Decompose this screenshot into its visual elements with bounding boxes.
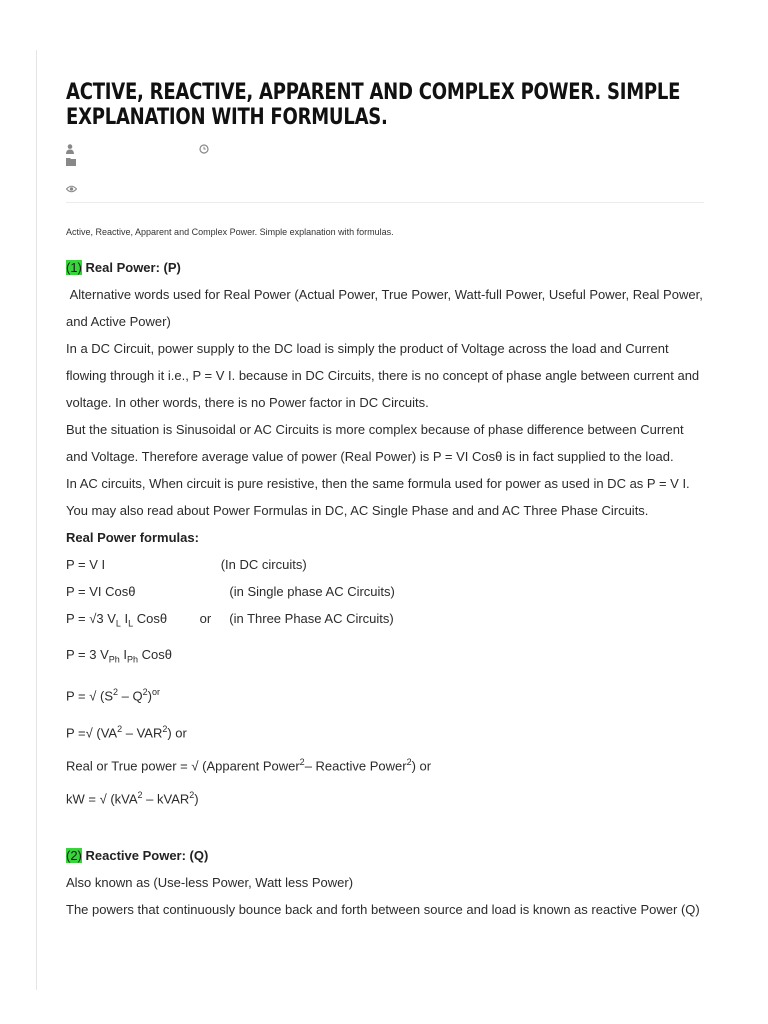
clock-icon xyxy=(199,144,209,157)
folder-icon xyxy=(66,157,76,169)
formula-part: – VAR xyxy=(122,724,163,740)
formula-superscript: 2 xyxy=(117,723,123,734)
formula-line xyxy=(66,638,706,677)
formula-part: – Q xyxy=(118,688,143,704)
formula-part: Real or True power = √ (Apparent Power xyxy=(66,758,300,774)
formula-superscript: 2 xyxy=(113,687,119,698)
formula-superscript: 2 xyxy=(137,790,143,801)
formula-line: P = VI Cosθ (in Single phase AC Circuits) xyxy=(66,584,395,599)
section-heading-reactive-power xyxy=(66,842,706,869)
eye-icon xyxy=(66,185,77,196)
formula-superscript: 2 xyxy=(162,723,168,734)
paragraph: You may also read about Power Formulas in DC, AC Single Phase and and AC Three Phase Circuits. xyxy=(66,503,649,518)
formula-line: P = V I (In DC circuits) xyxy=(66,557,307,572)
formulas-heading xyxy=(66,524,706,551)
paragraph: In a DC Circuit, power supply to the DC load is simply the product of Voltage across the load and Current flowing through it i.e., P = V I. because in DC Circuits, there is no concept of phase angle between current and voltage. In other words, there is no Power factor in DC Circuits. xyxy=(66,341,700,410)
formula-part: ) xyxy=(194,791,199,807)
formula-line xyxy=(66,749,706,779)
formula-part: Cosθ or (in Three Phase AC Circuits) xyxy=(133,611,394,626)
user-icon xyxy=(66,144,74,157)
section-spacer xyxy=(66,816,706,842)
formula-part: ) or xyxy=(411,758,432,774)
formula-line xyxy=(66,605,706,638)
section-badge: (1) xyxy=(66,260,82,275)
left-border xyxy=(36,50,37,990)
section-heading-real-power xyxy=(66,254,706,281)
formula-part: kW = √ (kVA xyxy=(66,791,138,807)
formula-subscript: Ph xyxy=(108,654,120,665)
formula-superscript: 2 xyxy=(142,687,148,698)
formula-superscript: or xyxy=(151,687,160,698)
formula-superscript: 2 xyxy=(189,790,195,801)
formula-part: ) or xyxy=(167,724,187,740)
formula-subscript: L xyxy=(115,618,121,629)
article-body xyxy=(66,254,706,923)
formula-part: P =√ (VA xyxy=(66,724,118,740)
formula-part: ) xyxy=(147,688,152,704)
formula-line xyxy=(66,676,706,712)
formula-part: – Reactive Power xyxy=(304,758,407,774)
formula-superscript: 2 xyxy=(299,756,305,767)
section-heading-text: Real Power: (P) xyxy=(85,260,181,275)
formula-subscript: Ph xyxy=(127,654,139,665)
formula-part: – kVAR xyxy=(142,791,190,807)
formula-part: P = √3 V xyxy=(66,611,116,626)
paragraph: In AC circuits, When circuit is pure resistive, then the same formula used for power as used in DC as P = V I. xyxy=(66,476,690,491)
section-badge: (2) xyxy=(66,847,82,863)
formula-line xyxy=(66,713,706,749)
intro-text: Active, Reactive, Apparent and Complex Power. Simple explanation with formulas. xyxy=(66,227,394,237)
formula-part: I xyxy=(120,611,129,626)
formula-part: Cosθ xyxy=(138,646,172,662)
section-heading-text: Reactive Power: (Q) xyxy=(85,847,209,863)
formula-superscript: 2 xyxy=(406,756,412,767)
formula-subscript: L xyxy=(128,618,134,629)
formulas-heading-text: Real Power formulas: xyxy=(66,530,199,545)
formula-line xyxy=(66,779,706,815)
formula-part: P = √ (S xyxy=(66,688,113,704)
paragraph: Alternative words used for Real Power (Actual Power, True Power, Watt-full Power, Useful Power, Real Power, and Active Power) xyxy=(66,287,707,329)
paragraph: Also known as (Use-less Power, Watt less Power) xyxy=(66,874,354,890)
paragraph: The powers that continuously bounce back and forth between source and load is known as reactive Power (Q) xyxy=(66,901,700,917)
formula-part: I xyxy=(119,646,128,662)
article-title: ACTIVE, REACTIVE, APPARENT AND COMPLEX POWER. SIMPLE EXPLANATION WITH FORMULAS. xyxy=(66,80,681,130)
meta-divider xyxy=(66,202,704,203)
formula-part: P = 3 V xyxy=(66,646,109,662)
paragraph: But the situation is Sinusoidal or AC Circuits is more complex because of phase difference between Current and Voltage. Therefore average value of power (Real Power) is P = VI Cosθ is in fact supplied to the load. xyxy=(66,422,684,464)
